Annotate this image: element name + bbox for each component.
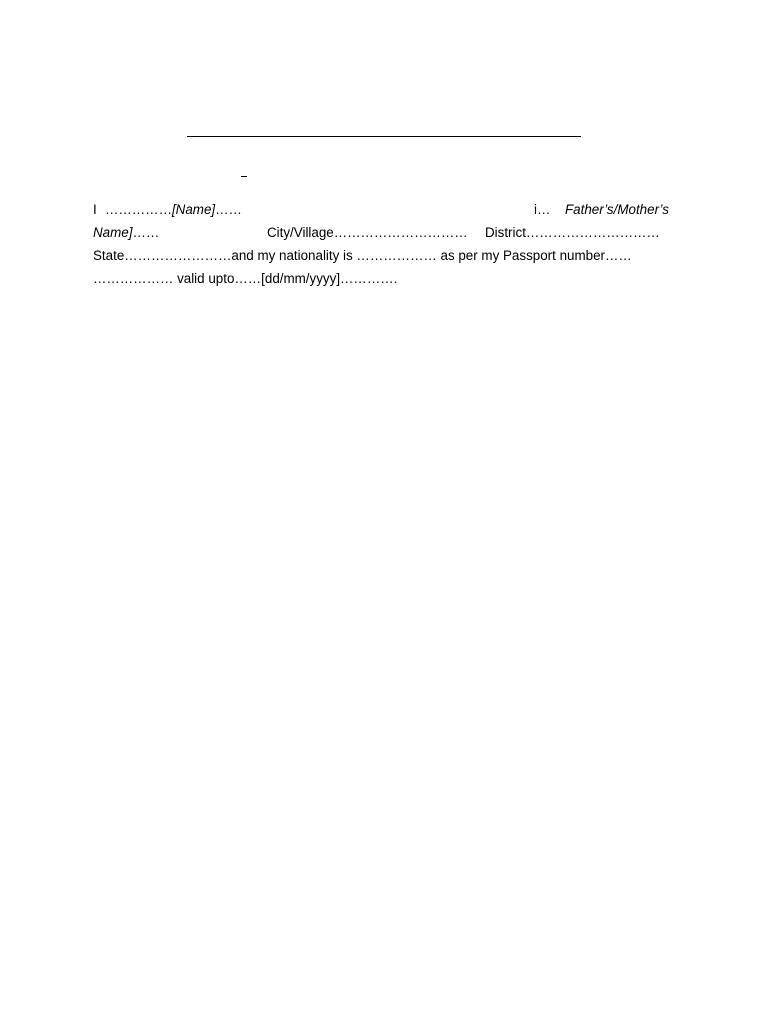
parent-name-placeholder: Father’s/Mother’s bbox=[565, 202, 669, 217]
name-placeholder: [Name] bbox=[171, 202, 216, 217]
parent-name-placeholder-end: Name] bbox=[93, 225, 133, 240]
declaration-line-1 bbox=[93, 198, 675, 221]
pronoun-i: I bbox=[93, 202, 97, 217]
name-dots: …………… bbox=[105, 202, 172, 217]
name-field bbox=[105, 198, 242, 221]
parent-name-field bbox=[93, 221, 159, 244]
city-village-field: City/Village………………………… bbox=[267, 225, 468, 240]
declaration-line-4 bbox=[93, 267, 675, 290]
declaration-line-2 bbox=[93, 221, 675, 244]
declaration-line-3 bbox=[93, 244, 675, 267]
state-nationality-passport-text: State……………………and my nationality is ……………… as per my Passport number…… bbox=[93, 248, 632, 263]
district-field: District………………………… bbox=[485, 225, 660, 240]
relation-text: i… bbox=[534, 202, 551, 217]
parent-name-dots: …… bbox=[132, 225, 160, 240]
title-underline bbox=[187, 136, 581, 137]
name-dots-end: …… bbox=[215, 202, 242, 217]
passport-validity-text: ……………… valid upto……[dd/mm/yyyy]…………. bbox=[93, 271, 398, 286]
small-dash-mark bbox=[241, 176, 247, 177]
